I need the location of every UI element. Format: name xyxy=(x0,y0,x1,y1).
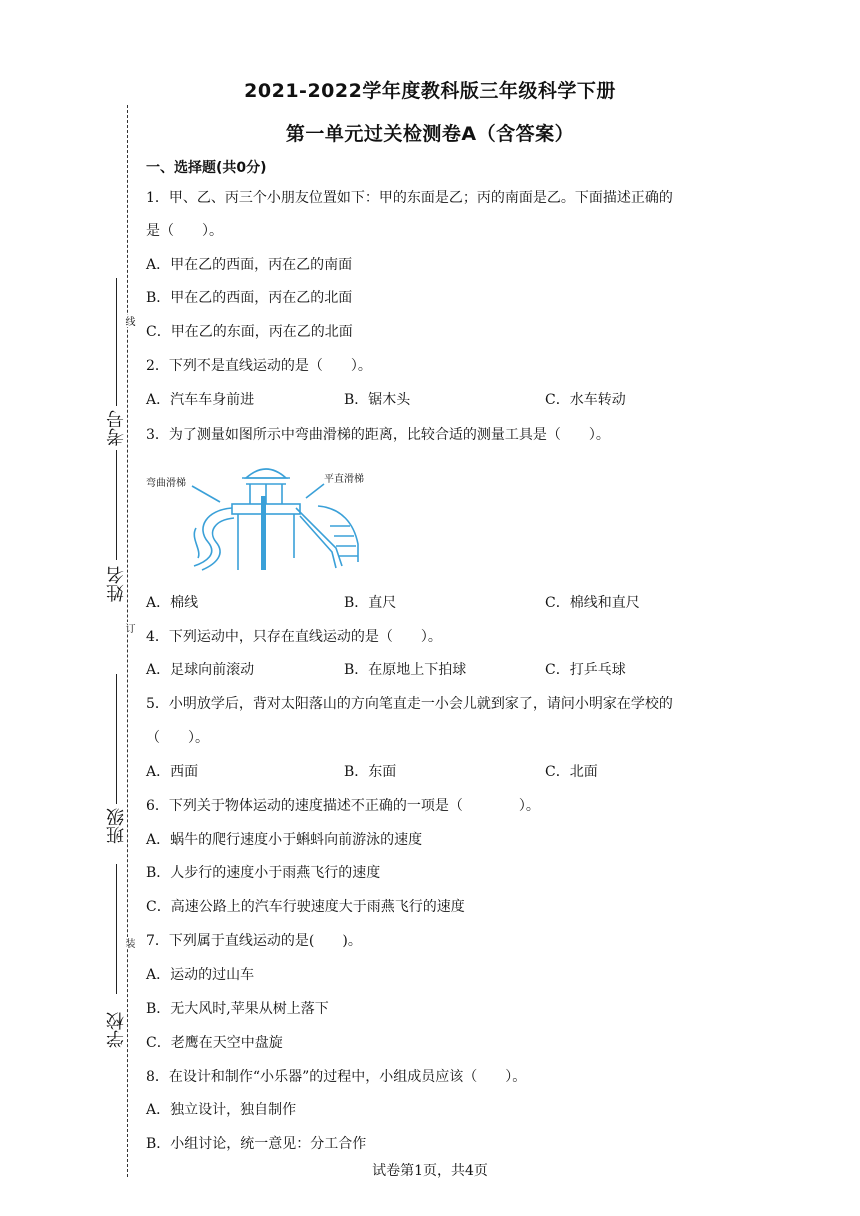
q7-option-a: A．运动的过山车 xyxy=(146,967,255,983)
doc-title-line2: 第一单元过关检测卷A（含答案） xyxy=(285,123,575,145)
binding-marker-ding: 订 xyxy=(123,623,134,633)
name-label: 姓名 xyxy=(106,566,127,602)
exam-number-line[interactable] xyxy=(116,278,117,406)
school-line[interactable] xyxy=(116,864,117,994)
q7-option-b: B．无大风时,苹果从树上落下 xyxy=(146,1001,329,1017)
q5-stem-line1: 5．小明放学后，背对太阳落山的方向笔直走一小会儿就到家了，请问小明家在学校的 xyxy=(146,696,673,712)
q2-option-c: C．水车转动 xyxy=(545,392,626,408)
section-heading: 一、选择题(共0分) xyxy=(146,160,267,176)
q3-option-c: C．棉线和直尺 xyxy=(545,595,640,611)
binding-marker-xian: 线 xyxy=(123,316,134,326)
straight-slide-label: 平直滑梯 xyxy=(324,474,364,485)
doc-title-line1: 2021-2022学年度教科版三年级科学下册 xyxy=(244,80,616,102)
q3-option-a: A．棉线 xyxy=(146,595,199,611)
binding-marker-zhuang: 装 xyxy=(123,938,134,948)
q4-option-b: B．在原地上下拍球 xyxy=(344,662,467,678)
q2-stem: 2．下列不是直线运动的是（ ）。 xyxy=(146,358,372,374)
q1-option-a: A．甲在乙的西面，丙在乙的南面 xyxy=(146,257,353,273)
q1-stem-line1: 1．甲、乙、丙三个小朋友位置如下：甲的东面是乙；丙的南面是乙。下面描述正确的 xyxy=(146,190,673,206)
school-label: 学校 xyxy=(106,1012,127,1048)
q1-option-b: B．甲在乙的西面，丙在乙的北面 xyxy=(146,290,353,306)
q4-stem: 4．下列运动中，只存在直线运动的是（ ）。 xyxy=(146,629,442,645)
q3-stem: 3．为了测量如图所示中弯曲滑梯的距离，比较合适的测量工具是（ ）。 xyxy=(146,427,610,443)
name-line[interactable] xyxy=(116,450,117,560)
slide-figure xyxy=(146,458,386,576)
q1-stem-line2: 是（ ）。 xyxy=(146,223,223,239)
class-line[interactable] xyxy=(116,674,117,804)
q6-option-b: B．人步行的速度小于雨燕飞行的速度 xyxy=(146,865,381,881)
q8-option-a: A．独立设计，独自制作 xyxy=(146,1102,297,1118)
q3-option-b: B．直尺 xyxy=(344,595,397,611)
class-label: 班级 xyxy=(106,808,127,844)
q6-option-a: A．蜗牛的爬行速度小于蝌蚪向前游泳的速度 xyxy=(146,832,423,848)
q5-option-c: C．北面 xyxy=(545,764,598,780)
q6-option-c: C．高速公路上的汽车行驶速度大于雨燕飞行的速度 xyxy=(146,899,465,915)
q5-option-b: B．东面 xyxy=(344,764,397,780)
q1-option-c: C．甲在乙的东面，丙在乙的北面 xyxy=(146,324,353,340)
exam-number-label: 考号 xyxy=(106,410,127,446)
q2-option-a: A．汽车车身前进 xyxy=(146,392,255,408)
q5-stem-line2: （ ）。 xyxy=(146,730,209,746)
q5-option-a: A．西面 xyxy=(146,764,199,780)
q7-option-c: C．老鹰在天空中盘旋 xyxy=(146,1035,283,1051)
q8-option-b: B．小组讨论，统一意见：分工合作 xyxy=(146,1136,367,1152)
q4-option-c: C．打乒乓球 xyxy=(545,662,626,678)
q7-stem: 7．下列属于直线运动的是( )。 xyxy=(146,933,362,949)
page-footer: 试卷第1页，共4页 xyxy=(372,1163,488,1179)
q4-option-a: A．足球向前滚动 xyxy=(146,662,255,678)
q8-stem: 8．在设计和制作“小乐器”的过程中，小组成员应该（ ）。 xyxy=(146,1069,527,1085)
curved-slide-label: 弯曲滑梯 xyxy=(146,478,186,489)
q2-option-b: B．锯木头 xyxy=(344,392,411,408)
q6-stem: 6．下列关于物体运动的速度描述不正确的一项是（ ）。 xyxy=(146,798,540,814)
